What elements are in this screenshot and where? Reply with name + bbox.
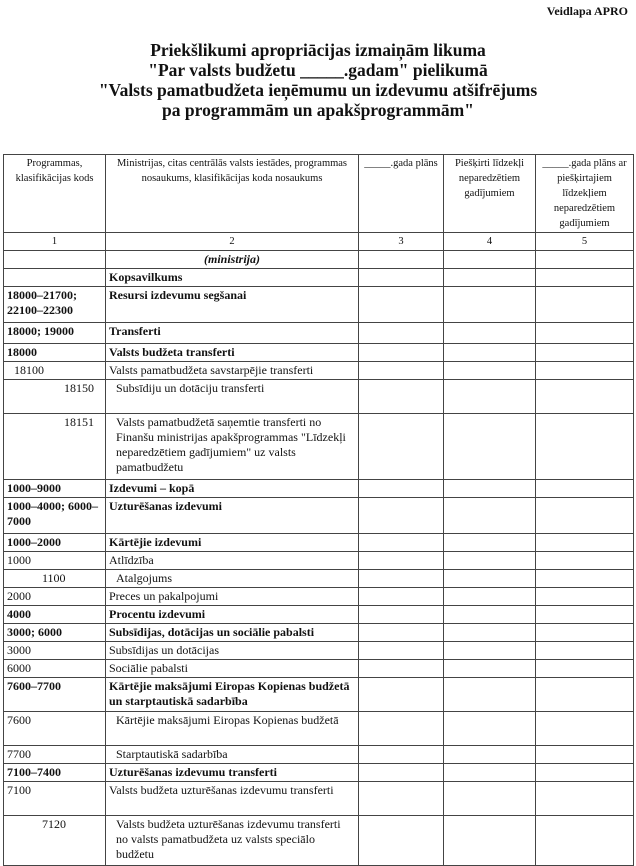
empty-cell xyxy=(4,251,106,269)
column-number: 1 xyxy=(4,233,106,251)
row-name: Izdevumi – kopā xyxy=(106,480,359,498)
row-code xyxy=(4,269,106,287)
row-name: Atlīdzība xyxy=(106,552,359,570)
row-plan xyxy=(359,764,444,782)
row-allocated xyxy=(444,624,536,642)
row-allocated xyxy=(444,269,536,287)
table-row xyxy=(4,498,634,534)
row-allocated xyxy=(444,287,536,323)
header-plan-with-allocated: _____.gada plāns ar piešķirtajiem līdzekļiem neparedzētiem gadījumiem xyxy=(536,155,634,233)
table-row xyxy=(4,362,634,380)
row-allocated xyxy=(444,323,536,344)
table-row xyxy=(4,588,634,606)
row-allocated xyxy=(444,380,536,414)
row-plan xyxy=(359,712,444,746)
table-row xyxy=(4,816,634,866)
document-title xyxy=(0,40,636,120)
row-plan xyxy=(359,362,444,380)
column-number-row xyxy=(4,233,634,251)
row-code: 2000 xyxy=(4,588,106,606)
table-row xyxy=(4,414,634,480)
row-allocated xyxy=(444,362,536,380)
table-row xyxy=(4,552,634,570)
row-plan xyxy=(359,678,444,712)
row-plan xyxy=(359,414,444,480)
row-plan xyxy=(359,323,444,344)
row-name: Subsīdiju un dotāciju transferti xyxy=(106,380,359,414)
row-plan xyxy=(359,606,444,624)
title-line: "Valsts pamatbudžeta ieņēmumu un izdevumu atšifrējums xyxy=(98,80,538,100)
row-total xyxy=(536,480,634,498)
row-total xyxy=(536,816,634,866)
row-allocated xyxy=(444,712,536,746)
row-total xyxy=(536,414,634,480)
row-plan xyxy=(359,344,444,362)
column-number: 2 xyxy=(106,233,359,251)
row-code: 18000–21700; 22100–22300 xyxy=(4,287,106,323)
table-row xyxy=(4,606,634,624)
row-plan xyxy=(359,782,444,816)
row-total xyxy=(536,362,634,380)
table-row xyxy=(4,712,634,746)
row-code: 7100 xyxy=(4,782,106,816)
table-row xyxy=(4,678,634,712)
row-name: Resursi izdevumu segšanai xyxy=(106,287,359,323)
row-allocated xyxy=(444,414,536,480)
row-name: Kārtējie izdevumi xyxy=(106,534,359,552)
header-row xyxy=(4,155,634,233)
row-code: 4000 xyxy=(4,606,106,624)
table-row xyxy=(4,323,634,344)
row-code: 18000 xyxy=(4,344,106,362)
title-line: pa programmām un apakšprogrammām" xyxy=(162,100,474,120)
row-name: Subsīdijas, dotācijas un sociālie pabalsti xyxy=(106,624,359,642)
row-allocated xyxy=(444,570,536,588)
table-row xyxy=(4,344,634,362)
table-row xyxy=(4,660,634,678)
row-plan xyxy=(359,660,444,678)
budget-table xyxy=(3,154,634,866)
row-name: Procentu izdevumi xyxy=(106,606,359,624)
table-row xyxy=(4,269,634,287)
row-code: 7700 xyxy=(4,746,106,764)
form-label: Veidlapa APRO xyxy=(546,4,628,18)
table-row xyxy=(4,624,634,642)
row-total xyxy=(536,380,634,414)
row-code: 7100–7400 xyxy=(4,764,106,782)
row-code: 1000–2000 xyxy=(4,534,106,552)
row-total xyxy=(536,678,634,712)
column-number: 3 xyxy=(359,233,444,251)
row-total xyxy=(536,552,634,570)
table-row xyxy=(4,642,634,660)
row-name: Subsīdijas un dotācijas xyxy=(106,642,359,660)
row-plan xyxy=(359,480,444,498)
row-name: Valsts pamatbudžetā saņemtie transferti no Finanšu ministrijas apakšprogrammas "Līdzekļi neparedzētiem gadījumiem" uz valsts pamatbudžetu xyxy=(106,414,359,480)
table-row xyxy=(4,534,634,552)
header-allocated: Piešķirti līdzekļi neparedzētiem gadījumiem xyxy=(444,155,536,233)
row-plan xyxy=(359,498,444,534)
header-code: Programmas, klasifikācijas kods xyxy=(4,155,106,233)
row-name: Kopsavilkums xyxy=(106,269,359,287)
row-allocated xyxy=(444,678,536,712)
row-total xyxy=(536,712,634,746)
ministry-row xyxy=(4,251,634,269)
table-row xyxy=(4,570,634,588)
column-number: 4 xyxy=(444,233,536,251)
row-name: Atalgojums xyxy=(106,570,359,588)
row-plan xyxy=(359,624,444,642)
empty-cell xyxy=(359,251,444,269)
table-row xyxy=(4,287,634,323)
row-allocated xyxy=(444,498,536,534)
title-line: Priekšlikumi apropriācijas izmaiņām likuma xyxy=(150,40,486,60)
row-allocated xyxy=(444,534,536,552)
row-code: 18100 xyxy=(4,362,106,380)
row-plan xyxy=(359,552,444,570)
empty-cell xyxy=(444,251,536,269)
row-allocated xyxy=(444,816,536,866)
row-total xyxy=(536,660,634,678)
row-name: Valsts budžeta uzturēšanas izdevumu transferti xyxy=(106,782,359,816)
row-name: Valsts pamatbudžeta savstarpējie transferti xyxy=(106,362,359,380)
header-plan: _____.gada plāns xyxy=(359,155,444,233)
row-plan xyxy=(359,534,444,552)
row-name: Kārtējie maksājumi Eiropas Kopienas budžetā un starptautiskā sadarbība xyxy=(106,678,359,712)
row-code: 7600–7700 xyxy=(4,678,106,712)
row-name: Valsts budžeta transferti xyxy=(106,344,359,362)
row-total xyxy=(536,498,634,534)
row-code: 1000–9000 xyxy=(4,480,106,498)
row-total xyxy=(536,606,634,624)
row-allocated xyxy=(444,588,536,606)
row-plan xyxy=(359,287,444,323)
row-allocated xyxy=(444,660,536,678)
row-code: 18150 xyxy=(4,380,106,414)
empty-cell xyxy=(536,251,634,269)
row-code: 7120 xyxy=(4,816,106,866)
row-name: Sociālie pabalsti xyxy=(106,660,359,678)
row-total xyxy=(536,269,634,287)
row-allocated xyxy=(444,782,536,816)
row-code: 1000–4000; 6000–7000 xyxy=(4,498,106,534)
row-total xyxy=(536,642,634,660)
row-allocated xyxy=(444,606,536,624)
row-allocated xyxy=(444,764,536,782)
row-allocated xyxy=(444,344,536,362)
row-total xyxy=(536,764,634,782)
row-allocated xyxy=(444,552,536,570)
row-name: Preces un pakalpojumi xyxy=(106,588,359,606)
row-total xyxy=(536,570,634,588)
row-code: 3000 xyxy=(4,642,106,660)
header-name: Ministrijas, citas centrālās valsts iestādes, programmas nosaukums, klasifikācijas koda nosaukums xyxy=(106,155,359,233)
row-code: 1100 xyxy=(4,570,106,588)
row-name: Kārtējie maksājumi Eiropas Kopienas budžetā xyxy=(106,712,359,746)
row-plan xyxy=(359,816,444,866)
row-code: 7600 xyxy=(4,712,106,746)
row-plan xyxy=(359,746,444,764)
title-line: "Par valsts budžetu _____.gadam" pielikumā xyxy=(148,60,488,80)
row-total xyxy=(536,534,634,552)
row-code: 18000; 19000 xyxy=(4,323,106,344)
row-total xyxy=(536,287,634,323)
row-name: Starptautiskā sadarbība xyxy=(106,746,359,764)
row-total xyxy=(536,344,634,362)
row-allocated xyxy=(444,642,536,660)
row-name: Uzturēšanas izdevumi xyxy=(106,498,359,534)
row-code: 1000 xyxy=(4,552,106,570)
row-name: Transferti xyxy=(106,323,359,344)
row-total xyxy=(536,588,634,606)
row-total xyxy=(536,782,634,816)
table-row xyxy=(4,380,634,414)
row-total xyxy=(536,323,634,344)
row-plan xyxy=(359,570,444,588)
row-plan xyxy=(359,380,444,414)
row-total xyxy=(536,624,634,642)
table-row xyxy=(4,480,634,498)
table-row xyxy=(4,746,634,764)
row-plan xyxy=(359,588,444,606)
row-code: 18151 xyxy=(4,414,106,480)
row-plan xyxy=(359,269,444,287)
row-code: 3000; 6000 xyxy=(4,624,106,642)
row-allocated xyxy=(444,480,536,498)
row-name: Uzturēšanas izdevumu transferti xyxy=(106,764,359,782)
row-total xyxy=(536,746,634,764)
table-row xyxy=(4,782,634,816)
row-plan xyxy=(359,642,444,660)
row-name: Valsts budžeta uzturēšanas izdevumu transferti no valsts pamatbudžeta uz valsts speciālo budžetu xyxy=(106,816,359,866)
column-number: 5 xyxy=(536,233,634,251)
ministry-label: (ministrija) xyxy=(106,251,359,269)
table-row xyxy=(4,764,634,782)
row-code: 6000 xyxy=(4,660,106,678)
row-allocated xyxy=(444,746,536,764)
